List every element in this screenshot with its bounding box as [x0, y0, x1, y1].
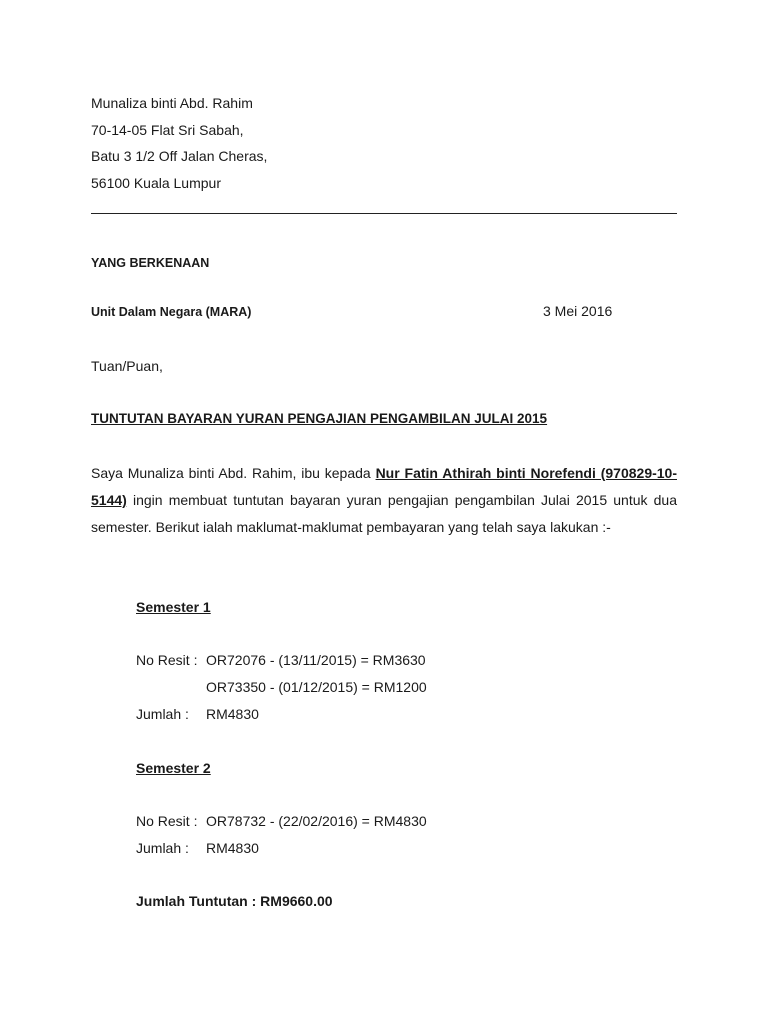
- recipient-unit: Unit Dalam Negara (MARA): [91, 305, 252, 319]
- greeting: Tuan/Puan,: [91, 358, 163, 374]
- semester-2-receipt-label: No Resit :: [136, 813, 198, 829]
- child-name-id: Nur Fatin Athirah binti Norefendi (970829-10-5144): [91, 465, 677, 508]
- header-divider: [91, 213, 677, 214]
- body-intro: Saya Munaliza binti Abd. Rahim, ibu kepada: [91, 465, 371, 481]
- semester-1-total-value: RM4830: [206, 706, 259, 722]
- semester-1-title: Semester 1: [136, 599, 211, 615]
- semester-2-total-label: Jumlah :: [136, 840, 189, 856]
- semester-1-total-label: Jumlah :: [136, 706, 189, 722]
- subject-line: TUNTUTAN BAYARAN YURAN PENGAJIAN PENGAMBILAN JULAI 2015: [91, 411, 548, 426]
- sender-address-line-1: 70-14-05 Flat Sri Sabah,: [91, 122, 244, 138]
- sender-address-line-2: Batu 3 1/2 Off Jalan Cheras,: [91, 148, 268, 164]
- sender-address-line-3: 56100 Kuala Lumpur: [91, 175, 221, 191]
- recipient-header: YANG BERKENAAN: [91, 256, 210, 270]
- letter-date: 3 Mei 2016: [543, 303, 613, 319]
- semester-2-receipt-1: OR78732 - (22/02/2016) = RM4830: [206, 813, 427, 829]
- body-paragraph: [91, 460, 677, 541]
- semester-2-title: Semester 2: [136, 760, 211, 776]
- body-rest: ingin membuat tuntutan bayaran yuran pengajian pengambilan Julai 2015 untuk dua semester. Berikut ialah maklumat-maklumat pembayaran yang telah saya lakukan :-: [91, 492, 677, 535]
- semester-1-receipt-1: OR72076 - (13/11/2015) = RM3630: [206, 652, 426, 668]
- grand-total: Jumlah Tuntutan : RM9660.00: [136, 893, 333, 909]
- sender-name: Munaliza binti Abd. Rahim: [91, 95, 253, 111]
- semester-2-total-value: RM4830: [206, 840, 259, 856]
- semester-1-receipt-2: OR73350 - (01/12/2015) = RM1200: [206, 679, 427, 695]
- semester-1-receipt-label: No Resit :: [136, 652, 198, 668]
